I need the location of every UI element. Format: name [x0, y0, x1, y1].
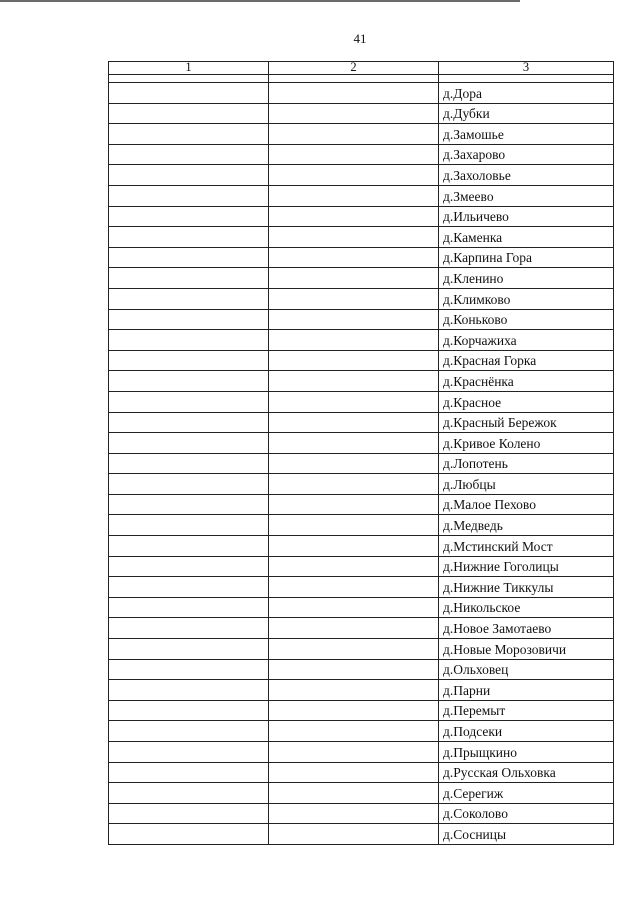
settlement-name-cell: д.Коньково [439, 309, 614, 330]
table-cell-col2 [269, 391, 439, 412]
settlement-name-cell: д.Каменка [439, 227, 614, 248]
table-row [109, 391, 614, 412]
table-cell-col1 [109, 742, 269, 763]
table-row [109, 247, 614, 268]
table-cell-col2 [269, 803, 439, 824]
page-number: 41 [353, 31, 367, 46]
table-cell-col1 [109, 288, 269, 309]
table-cell-col2 [269, 515, 439, 536]
table-cell-col2 [269, 412, 439, 433]
table-cell-col2 [269, 659, 439, 680]
table-cell-col1 [109, 206, 269, 227]
table-cell-col1 [109, 680, 269, 701]
table-cell-col1 [109, 185, 269, 206]
table-cell-col1 [109, 803, 269, 824]
settlement-name-cell: д.Подсеки [439, 721, 614, 742]
column-header-2: 2 [269, 62, 439, 75]
table-cell-col1 [109, 639, 269, 660]
table-cell-col2 [269, 144, 439, 165]
table-cell-col2 [269, 639, 439, 660]
table-row [109, 268, 614, 289]
table-cell-col1 [109, 659, 269, 680]
table-cell-col2 [269, 721, 439, 742]
table-cell-col1 [109, 350, 269, 371]
table-row [109, 536, 614, 557]
table-row [109, 124, 614, 145]
table-cell-col1 [109, 330, 269, 351]
table-cell-col2 [269, 474, 439, 495]
table-cell-col1 [109, 824, 269, 845]
table-cell-col1 [109, 536, 269, 557]
table-cell-col2 [269, 824, 439, 845]
settlement-name-cell: д.Лопотень [439, 453, 614, 474]
settlement-name-cell: д.Парни [439, 680, 614, 701]
table-cell-col1 [109, 247, 269, 268]
table-cell-col2 [269, 124, 439, 145]
table-cell-col1 [109, 165, 269, 186]
settlement-name-cell: д.Захарово [439, 144, 614, 165]
table-cell-col1 [109, 577, 269, 598]
table-cell-col2 [269, 165, 439, 186]
table-row [109, 350, 614, 371]
table-row [109, 783, 614, 804]
table-row [109, 515, 614, 536]
settlement-name-cell: д.Ольховец [439, 659, 614, 680]
settlement-name-cell: д.Красная Горка [439, 350, 614, 371]
table-cell-col2 [269, 206, 439, 227]
table-cell-col1 [109, 700, 269, 721]
settlement-name-cell: д.Нижние Тиккулы [439, 577, 614, 598]
table-row [109, 700, 614, 721]
table-cell-col1 [109, 721, 269, 742]
settlement-name-cell: д.Кленино [439, 268, 614, 289]
table-row [109, 577, 614, 598]
table-cell-col1 [109, 762, 269, 783]
table-cell-col1 [109, 474, 269, 495]
table-row [109, 309, 614, 330]
table-cell-col2 [269, 330, 439, 351]
table-row [109, 371, 614, 392]
table-cell-col3 [439, 75, 614, 83]
table-row [109, 680, 614, 701]
table-row [109, 412, 614, 433]
table-cell-col2 [269, 309, 439, 330]
settlement-name-cell: д.Медведь [439, 515, 614, 536]
table-row [109, 103, 614, 124]
table-row [109, 618, 614, 639]
settlement-name-cell: д.Климково [439, 288, 614, 309]
table-cell-col1 [109, 391, 269, 412]
table-row [109, 762, 614, 783]
table-cell-col2 [269, 783, 439, 804]
settlement-name-cell: д.Сосницы [439, 824, 614, 845]
settlement-name-cell: д.Соколово [439, 803, 614, 824]
settlement-name-cell: д.Красное [439, 391, 614, 412]
settlement-name-cell: д.Перемыт [439, 700, 614, 721]
table-cell-col1 [109, 144, 269, 165]
table-cell-col1 [109, 268, 269, 289]
table-row [109, 453, 614, 474]
table-cell-col2 [269, 350, 439, 371]
table-row [109, 659, 614, 680]
table-cell-col1 [109, 227, 269, 248]
table-cell-col1 [109, 453, 269, 474]
table-cell-col1 [109, 371, 269, 392]
settlement-name-cell: д.Никольское [439, 597, 614, 618]
column-header-3: 3 [439, 62, 614, 75]
settlements-table [108, 61, 614, 845]
table-cell-col2 [269, 247, 439, 268]
table-cell-col2 [269, 371, 439, 392]
table-cell-col2 [269, 700, 439, 721]
table-row [109, 474, 614, 495]
table-row [109, 597, 614, 618]
settlement-name-cell: д.Нижние Гоголицы [439, 556, 614, 577]
table-cell-col2 [269, 536, 439, 557]
table-cell-col2 [269, 83, 439, 104]
table-row [109, 494, 614, 515]
table-cell-col1 [109, 494, 269, 515]
table-row [109, 144, 614, 165]
settlement-name-cell: д.Малое Пехово [439, 494, 614, 515]
table-cell-col2 [269, 577, 439, 598]
settlement-name-cell: д.Новые Морозовичи [439, 639, 614, 660]
table-cell-col1 [109, 412, 269, 433]
table-row [109, 433, 614, 454]
settlement-name-cell: д.Любцы [439, 474, 614, 495]
table-cell-col2 [269, 556, 439, 577]
table-row [109, 330, 614, 351]
table-cell-col1 [109, 433, 269, 454]
table-header-row [109, 62, 614, 75]
table-row [109, 721, 614, 742]
table-cell-col1 [109, 515, 269, 536]
table-cell-col2 [269, 453, 439, 474]
column-header-1: 1 [109, 62, 269, 75]
table-row [109, 556, 614, 577]
table-cell-col1 [109, 309, 269, 330]
settlement-name-cell: д.Корчажиха [439, 330, 614, 351]
settlement-name-cell: д.Красный Бережок [439, 412, 614, 433]
table-row [109, 639, 614, 660]
table-cell-col2 [269, 103, 439, 124]
table-row [109, 75, 614, 83]
settlement-name-cell: д.Мстинский Мост [439, 536, 614, 557]
table-cell-col2 [269, 227, 439, 248]
settlement-name-cell: д.Карпина Гора [439, 247, 614, 268]
settlement-name-cell: д.Краснёнка [439, 371, 614, 392]
table-cell-col2 [269, 288, 439, 309]
table-cell-col2 [269, 618, 439, 639]
table-cell-col2 [269, 742, 439, 763]
table-cell-col2 [269, 680, 439, 701]
table-cell-col1 [109, 103, 269, 124]
settlement-name-cell: д.Русская Ольховка [439, 762, 614, 783]
table-cell-col1 [109, 783, 269, 804]
table-cell-col1 [109, 83, 269, 104]
table-row [109, 227, 614, 248]
table-cell-col2 [269, 268, 439, 289]
table-row [109, 206, 614, 227]
settlement-name-cell: д.Змеево [439, 185, 614, 206]
table-cell-col2 [269, 185, 439, 206]
settlement-name-cell: д.Дора [439, 83, 614, 104]
table-row [109, 165, 614, 186]
scan-edge-line [0, 0, 520, 2]
table-cell-col1 [109, 75, 269, 83]
settlement-name-cell: д.Ильичево [439, 206, 614, 227]
settlement-name-cell: д.Кривое Колено [439, 433, 614, 454]
table-cell-col2 [269, 494, 439, 515]
settlement-name-cell: д.Прыщкино [439, 742, 614, 763]
table-row [109, 824, 614, 845]
table-cell-col1 [109, 556, 269, 577]
table-cell-col2 [269, 75, 439, 83]
table-cell-col1 [109, 124, 269, 145]
table-cell-col1 [109, 597, 269, 618]
table-row [109, 185, 614, 206]
settlement-name-cell: д.Замошье [439, 124, 614, 145]
table-row [109, 288, 614, 309]
table-cell-col2 [269, 597, 439, 618]
table-row [109, 803, 614, 824]
settlement-name-cell: д.Захоловье [439, 165, 614, 186]
table-row [109, 83, 614, 104]
table-row [109, 742, 614, 763]
settlement-name-cell: д.Дубки [439, 103, 614, 124]
table-cell-col2 [269, 762, 439, 783]
table-cell-col1 [109, 618, 269, 639]
settlement-name-cell: д.Новое Замотаево [439, 618, 614, 639]
settlement-name-cell: д.Серегиж [439, 783, 614, 804]
table-cell-col2 [269, 433, 439, 454]
